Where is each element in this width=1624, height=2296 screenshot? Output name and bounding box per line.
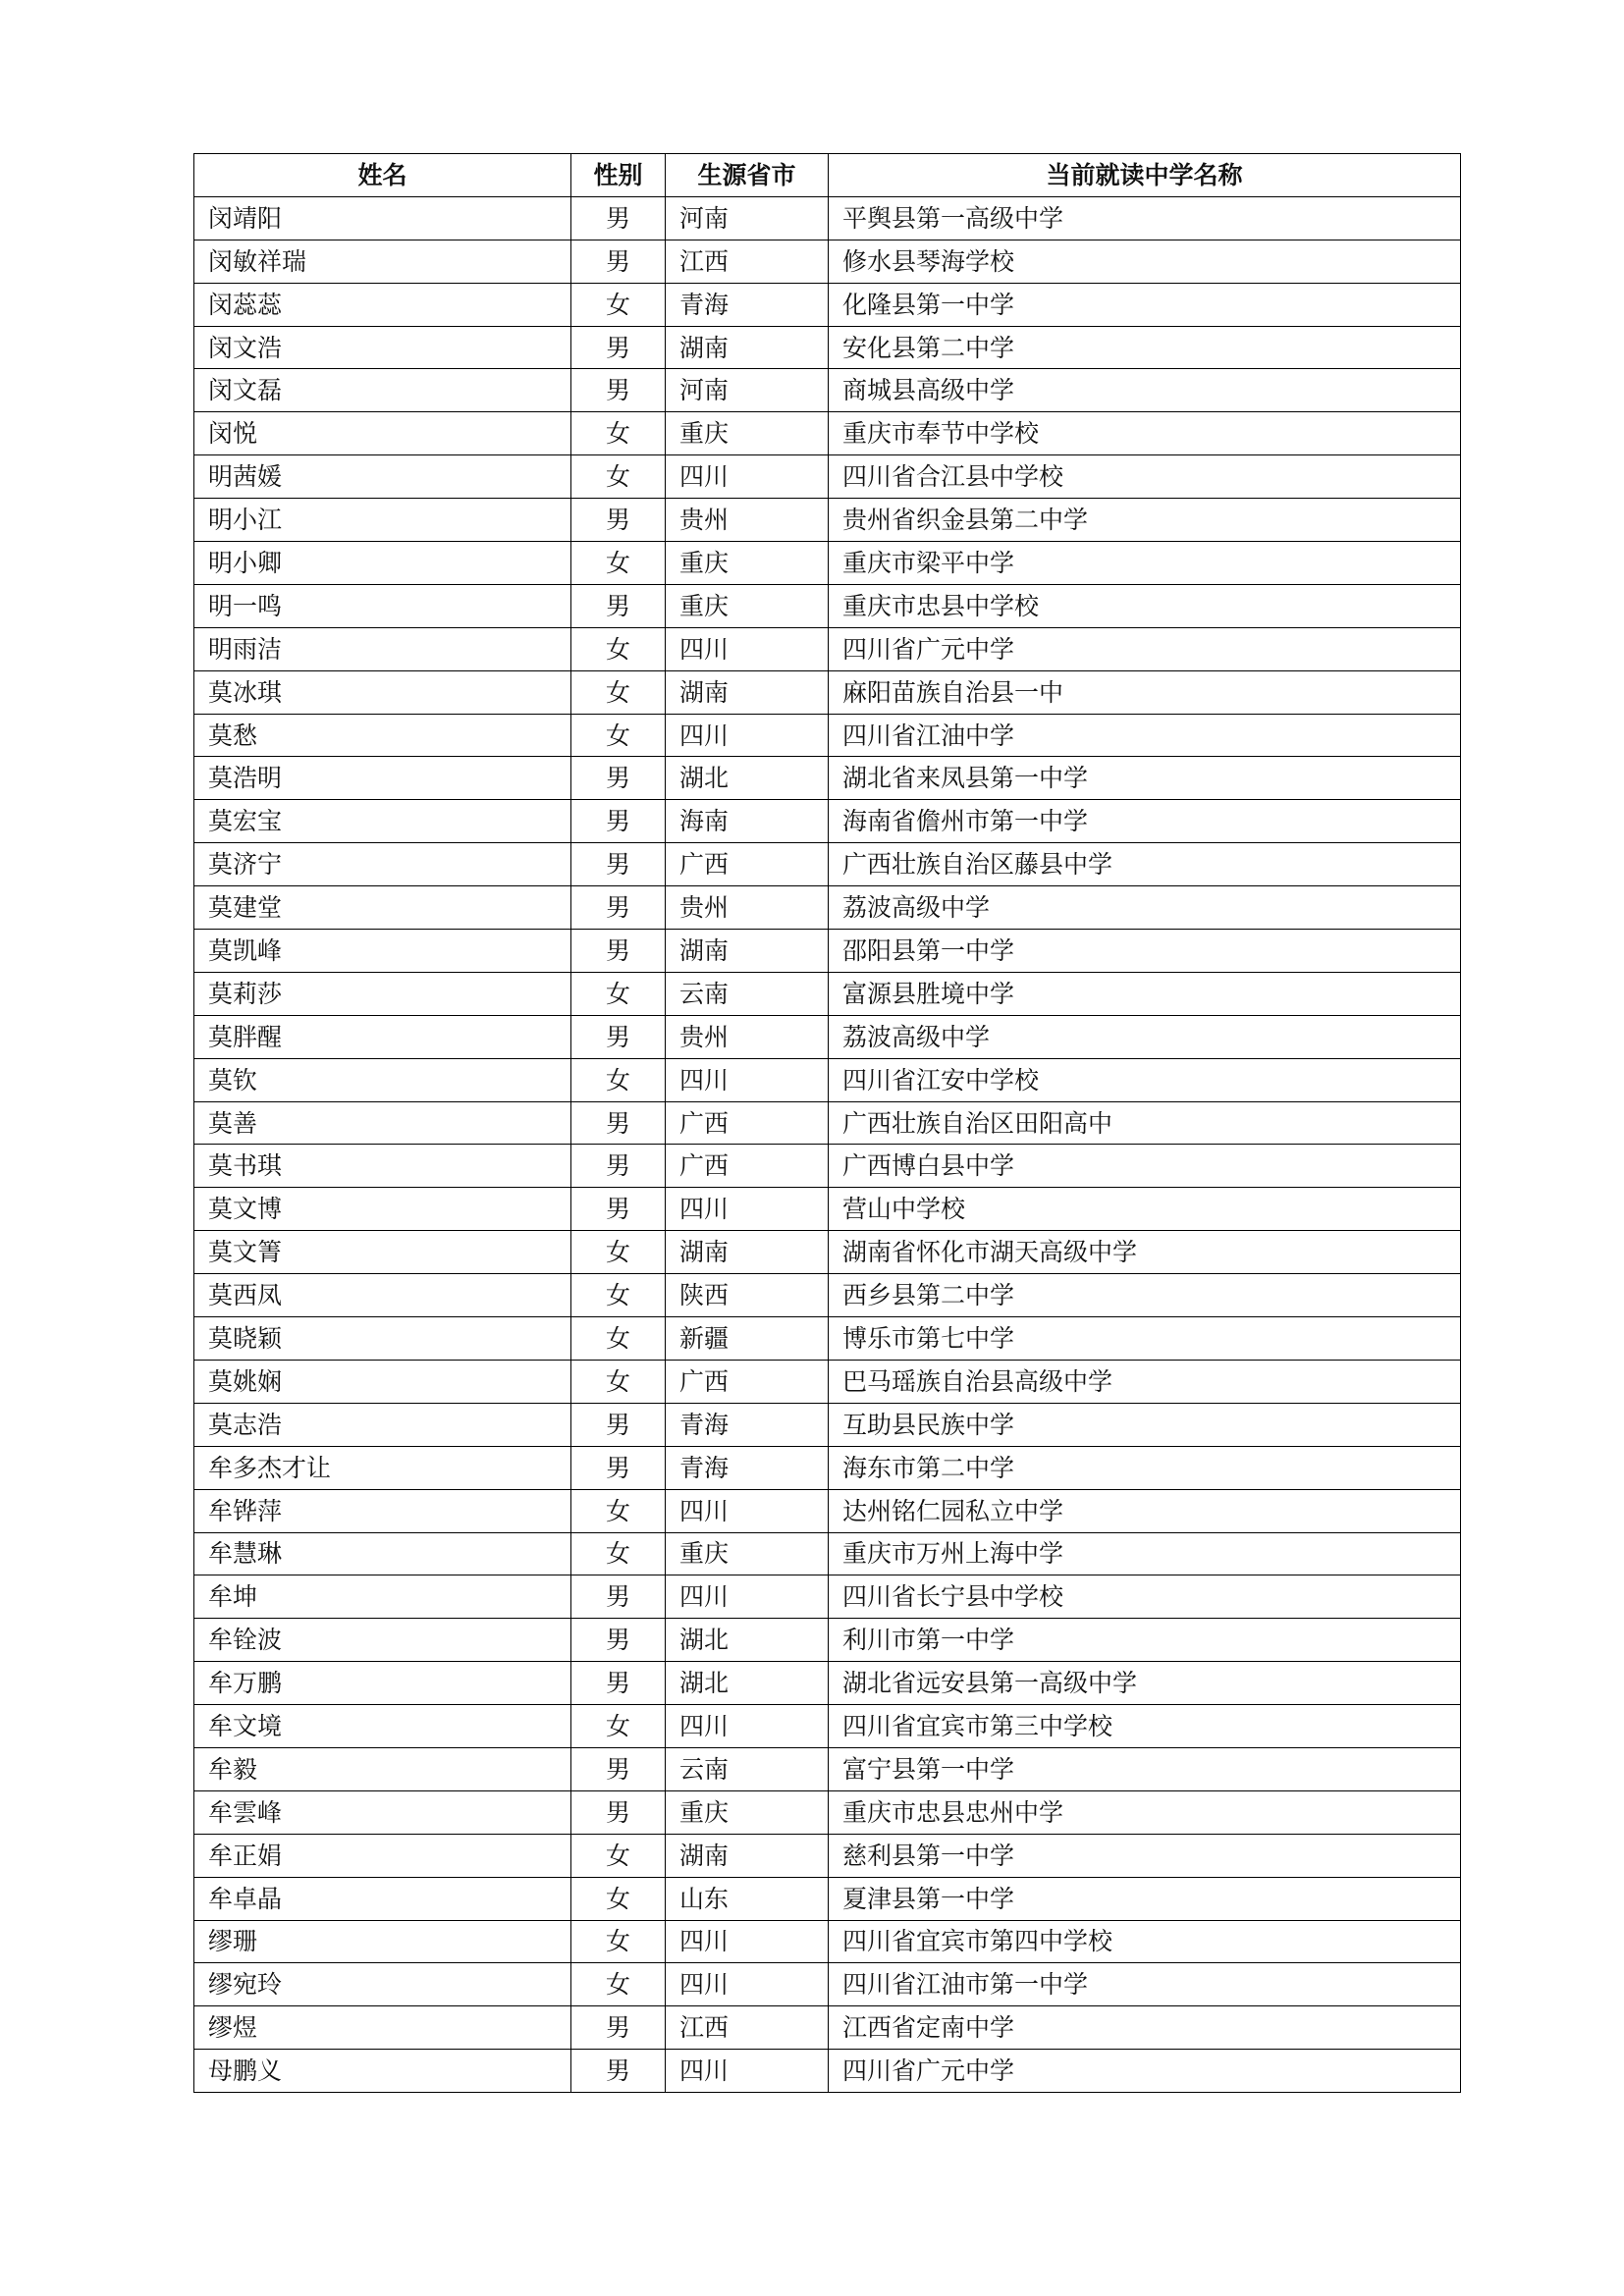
- cell-province: 广西: [666, 1101, 829, 1145]
- table-row: [194, 930, 1461, 973]
- cell-province: 广西: [666, 843, 829, 886]
- table-row: [194, 1058, 1461, 1101]
- cell-school: 广西壮族自治区藤县中学: [829, 843, 1461, 886]
- cell-name: 母鹏义: [194, 2050, 571, 2093]
- table-row: [194, 1188, 1461, 1231]
- cell-gender: 男: [571, 2006, 666, 2050]
- table-row: [194, 714, 1461, 757]
- cell-province: 四川: [666, 1188, 829, 1231]
- table-row: [194, 800, 1461, 843]
- cell-gender: 女: [571, 455, 666, 499]
- cell-school: 四川省江安中学校: [829, 1058, 1461, 1101]
- cell-school: 营山中学校: [829, 1188, 1461, 1231]
- cell-school: 重庆市梁平中学: [829, 542, 1461, 585]
- cell-school: 邵阳县第一中学: [829, 930, 1461, 973]
- cell-gender: 男: [571, 1188, 666, 1231]
- table-row: [194, 283, 1461, 326]
- cell-name: 莫西凤: [194, 1274, 571, 1317]
- cell-province: 湖南: [666, 1834, 829, 1877]
- table-row: [194, 1662, 1461, 1705]
- cell-school: 富源县胜境中学: [829, 972, 1461, 1015]
- cell-name: 缪煜: [194, 2006, 571, 2050]
- table-row: [194, 455, 1461, 499]
- header-gender: 性别: [571, 154, 666, 197]
- cell-name: 闵文磊: [194, 369, 571, 412]
- cell-province: 湖南: [666, 1231, 829, 1274]
- cell-gender: 女: [571, 972, 666, 1015]
- cell-gender: 男: [571, 1575, 666, 1619]
- cell-gender: 女: [571, 1360, 666, 1403]
- cell-gender: 女: [571, 1705, 666, 1748]
- cell-province: 河南: [666, 369, 829, 412]
- cell-school: 荔波高级中学: [829, 1015, 1461, 1058]
- cell-school: 博乐市第七中学: [829, 1317, 1461, 1361]
- cell-province: 广西: [666, 1360, 829, 1403]
- cell-gender: 女: [571, 283, 666, 326]
- cell-school: 四川省广元中学: [829, 2050, 1461, 2093]
- cell-province: 四川: [666, 455, 829, 499]
- cell-name: 莫冰琪: [194, 670, 571, 714]
- table-row: [194, 1575, 1461, 1619]
- cell-province: 海南: [666, 800, 829, 843]
- cell-school: 荔波高级中学: [829, 886, 1461, 930]
- table-row: [194, 1619, 1461, 1662]
- cell-school: 四川省广元中学: [829, 627, 1461, 670]
- cell-province: 贵州: [666, 1015, 829, 1058]
- cell-gender: 女: [571, 1532, 666, 1575]
- cell-gender: 男: [571, 1747, 666, 1790]
- cell-gender: 女: [571, 670, 666, 714]
- cell-gender: 男: [571, 2050, 666, 2093]
- cell-school: 重庆市忠县忠州中学: [829, 1790, 1461, 1834]
- cell-gender: 女: [571, 627, 666, 670]
- cell-gender: 女: [571, 714, 666, 757]
- cell-province: 湖南: [666, 930, 829, 973]
- cell-school: 西乡县第二中学: [829, 1274, 1461, 1317]
- cell-name: 牟毅: [194, 1747, 571, 1790]
- cell-gender: 女: [571, 1058, 666, 1101]
- cell-province: 重庆: [666, 1532, 829, 1575]
- cell-name: 牟多杰才让: [194, 1446, 571, 1489]
- student-roster-table: [193, 153, 1461, 2093]
- table-row: [194, 1489, 1461, 1532]
- cell-gender: 男: [571, 843, 666, 886]
- table-row: [194, 1532, 1461, 1575]
- cell-gender: 男: [571, 757, 666, 800]
- table-row: [194, 1101, 1461, 1145]
- cell-school: 四川省宜宾市第四中学校: [829, 1920, 1461, 1963]
- cell-school: 互助县民族中学: [829, 1403, 1461, 1446]
- table-row: [194, 1274, 1461, 1317]
- cell-school: 利川市第一中学: [829, 1619, 1461, 1662]
- table-row: [194, 1747, 1461, 1790]
- table-header-row: [194, 154, 1461, 197]
- cell-gender: 男: [571, 930, 666, 973]
- table-row: [194, 499, 1461, 542]
- cell-province: 青海: [666, 1403, 829, 1446]
- cell-name: 牟铧萍: [194, 1489, 571, 1532]
- cell-province: 四川: [666, 1575, 829, 1619]
- table-row: [194, 584, 1461, 627]
- cell-gender: 男: [571, 1790, 666, 1834]
- cell-school: 海东市第二中学: [829, 1446, 1461, 1489]
- cell-province: 河南: [666, 196, 829, 240]
- cell-province: 湖北: [666, 1662, 829, 1705]
- cell-gender: 女: [571, 542, 666, 585]
- cell-province: 广西: [666, 1145, 829, 1188]
- cell-gender: 女: [571, 1231, 666, 1274]
- cell-school: 海南省儋州市第一中学: [829, 800, 1461, 843]
- cell-province: 江西: [666, 2006, 829, 2050]
- table-row: [194, 843, 1461, 886]
- cell-gender: 男: [571, 240, 666, 283]
- cell-province: 湖北: [666, 757, 829, 800]
- cell-name: 牟雲峰: [194, 1790, 571, 1834]
- cell-gender: 女: [571, 1274, 666, 1317]
- cell-province: 四川: [666, 1963, 829, 2006]
- cell-name: 牟卓晶: [194, 1877, 571, 1920]
- cell-school: 四川省合江县中学校: [829, 455, 1461, 499]
- cell-name: 莫愁: [194, 714, 571, 757]
- cell-province: 重庆: [666, 1790, 829, 1834]
- cell-name: 牟文境: [194, 1705, 571, 1748]
- cell-name: 莫济宁: [194, 843, 571, 886]
- table-row: [194, 1317, 1461, 1361]
- cell-school: 江西省定南中学: [829, 2006, 1461, 2050]
- cell-name: 莫姚娴: [194, 1360, 571, 1403]
- cell-name: 缪宛玲: [194, 1963, 571, 2006]
- table-row: [194, 1877, 1461, 1920]
- header-school: 当前就读中学名称: [829, 154, 1461, 197]
- table-row: [194, 972, 1461, 1015]
- cell-name: 明雨洁: [194, 627, 571, 670]
- cell-school: 四川省长宁县中学校: [829, 1575, 1461, 1619]
- cell-name: 莫文箐: [194, 1231, 571, 1274]
- table-body: [194, 196, 1461, 2092]
- cell-province: 四川: [666, 1489, 829, 1532]
- cell-school: 安化县第二中学: [829, 326, 1461, 369]
- cell-school: 平舆县第一高级中学: [829, 196, 1461, 240]
- cell-name: 闵蕊蕊: [194, 283, 571, 326]
- cell-school: 重庆市忠县中学校: [829, 584, 1461, 627]
- table-row: [194, 1231, 1461, 1274]
- cell-school: 湖北省远安县第一高级中学: [829, 1662, 1461, 1705]
- cell-name: 莫胖醒: [194, 1015, 571, 1058]
- cell-province: 四川: [666, 1705, 829, 1748]
- cell-name: 牟慧琳: [194, 1532, 571, 1575]
- cell-school: 慈利县第一中学: [829, 1834, 1461, 1877]
- cell-province: 湖北: [666, 1619, 829, 1662]
- cell-name: 牟正娟: [194, 1834, 571, 1877]
- cell-name: 莫浩明: [194, 757, 571, 800]
- table-row: [194, 196, 1461, 240]
- table-row: [194, 1015, 1461, 1058]
- cell-gender: 女: [571, 1963, 666, 2006]
- cell-school: 重庆市万州上海中学: [829, 1532, 1461, 1575]
- cell-name: 莫莉莎: [194, 972, 571, 1015]
- table-row: [194, 1834, 1461, 1877]
- cell-name: 莫晓颖: [194, 1317, 571, 1361]
- cell-school: 达州铭仁园私立中学: [829, 1489, 1461, 1532]
- cell-province: 贵州: [666, 886, 829, 930]
- cell-gender: 男: [571, 1145, 666, 1188]
- table-row: [194, 1705, 1461, 1748]
- table-row: [194, 1403, 1461, 1446]
- table-row: [194, 240, 1461, 283]
- cell-name: 莫书琪: [194, 1145, 571, 1188]
- cell-gender: 男: [571, 499, 666, 542]
- cell-province: 湖南: [666, 670, 829, 714]
- cell-name: 莫志浩: [194, 1403, 571, 1446]
- cell-name: 莫宏宝: [194, 800, 571, 843]
- cell-school: 巴马瑶族自治县高级中学: [829, 1360, 1461, 1403]
- cell-province: 重庆: [666, 412, 829, 455]
- cell-province: 重庆: [666, 584, 829, 627]
- table-row: [194, 412, 1461, 455]
- cell-gender: 女: [571, 1834, 666, 1877]
- cell-gender: 男: [571, 1619, 666, 1662]
- cell-name: 明一鸣: [194, 584, 571, 627]
- cell-name: 闵悦: [194, 412, 571, 455]
- cell-school: 湖南省怀化市湖天高级中学: [829, 1231, 1461, 1274]
- cell-name: 明小卿: [194, 542, 571, 585]
- cell-school: 麻阳苗族自治县一中: [829, 670, 1461, 714]
- cell-gender: 男: [571, 584, 666, 627]
- cell-province: 云南: [666, 1747, 829, 1790]
- cell-gender: 女: [571, 412, 666, 455]
- table-row: [194, 1446, 1461, 1489]
- cell-province: 贵州: [666, 499, 829, 542]
- cell-province: 四川: [666, 1920, 829, 1963]
- cell-province: 山东: [666, 1877, 829, 1920]
- cell-name: 莫凯峰: [194, 930, 571, 973]
- table-row: [194, 1145, 1461, 1188]
- table-row: [194, 1920, 1461, 1963]
- cell-province: 四川: [666, 714, 829, 757]
- cell-name: 闵文浩: [194, 326, 571, 369]
- cell-name: 闵敏祥瑞: [194, 240, 571, 283]
- cell-province: 江西: [666, 240, 829, 283]
- cell-school: 化隆县第一中学: [829, 283, 1461, 326]
- cell-school: 夏津县第一中学: [829, 1877, 1461, 1920]
- cell-province: 陕西: [666, 1274, 829, 1317]
- cell-name: 闵靖阳: [194, 196, 571, 240]
- cell-name: 莫善: [194, 1101, 571, 1145]
- table-row: [194, 2050, 1461, 2093]
- table-row: [194, 2006, 1461, 2050]
- header-province: 生源省市: [666, 154, 829, 197]
- cell-name: 牟万鹏: [194, 1662, 571, 1705]
- cell-province: 青海: [666, 283, 829, 326]
- cell-school: 四川省江油市第一中学: [829, 1963, 1461, 2006]
- cell-province: 四川: [666, 627, 829, 670]
- cell-gender: 女: [571, 1489, 666, 1532]
- table-row: [194, 1963, 1461, 2006]
- cell-name: 明茜媛: [194, 455, 571, 499]
- cell-province: 新疆: [666, 1317, 829, 1361]
- cell-gender: 男: [571, 1403, 666, 1446]
- cell-name: 缪珊: [194, 1920, 571, 1963]
- cell-province: 湖南: [666, 326, 829, 369]
- table-row: [194, 757, 1461, 800]
- cell-school: 四川省宜宾市第三中学校: [829, 1705, 1461, 1748]
- cell-school: 广西壮族自治区田阳高中: [829, 1101, 1461, 1145]
- cell-gender: 男: [571, 886, 666, 930]
- cell-gender: 女: [571, 1317, 666, 1361]
- cell-province: 云南: [666, 972, 829, 1015]
- cell-name: 牟坤: [194, 1575, 571, 1619]
- table-row: [194, 369, 1461, 412]
- table-row: [194, 1790, 1461, 1834]
- cell-gender: 男: [571, 1015, 666, 1058]
- table-row: [194, 670, 1461, 714]
- cell-name: 牟铨波: [194, 1619, 571, 1662]
- cell-gender: 男: [571, 196, 666, 240]
- table-row: [194, 542, 1461, 585]
- cell-name: 莫钦: [194, 1058, 571, 1101]
- table-row: [194, 1360, 1461, 1403]
- cell-province: 四川: [666, 2050, 829, 2093]
- cell-province: 青海: [666, 1446, 829, 1489]
- cell-gender: 男: [571, 326, 666, 369]
- cell-gender: 男: [571, 369, 666, 412]
- cell-province: 重庆: [666, 542, 829, 585]
- cell-school: 修水县琴海学校: [829, 240, 1461, 283]
- cell-name: 莫文博: [194, 1188, 571, 1231]
- cell-gender: 男: [571, 1101, 666, 1145]
- table-row: [194, 627, 1461, 670]
- table-row: [194, 886, 1461, 930]
- header-name: 姓名: [194, 154, 571, 197]
- cell-gender: 男: [571, 800, 666, 843]
- table-row: [194, 326, 1461, 369]
- cell-school: 商城县高级中学: [829, 369, 1461, 412]
- cell-school: 广西博白县中学: [829, 1145, 1461, 1188]
- cell-gender: 男: [571, 1662, 666, 1705]
- cell-gender: 女: [571, 1920, 666, 1963]
- cell-school: 贵州省织金县第二中学: [829, 499, 1461, 542]
- cell-school: 富宁县第一中学: [829, 1747, 1461, 1790]
- cell-school: 湖北省来凤县第一中学: [829, 757, 1461, 800]
- cell-gender: 女: [571, 1877, 666, 1920]
- cell-school: 重庆市奉节中学校: [829, 412, 1461, 455]
- cell-name: 明小江: [194, 499, 571, 542]
- cell-province: 四川: [666, 1058, 829, 1101]
- cell-name: 莫建堂: [194, 886, 571, 930]
- cell-school: 四川省江油中学: [829, 714, 1461, 757]
- cell-gender: 男: [571, 1446, 666, 1489]
